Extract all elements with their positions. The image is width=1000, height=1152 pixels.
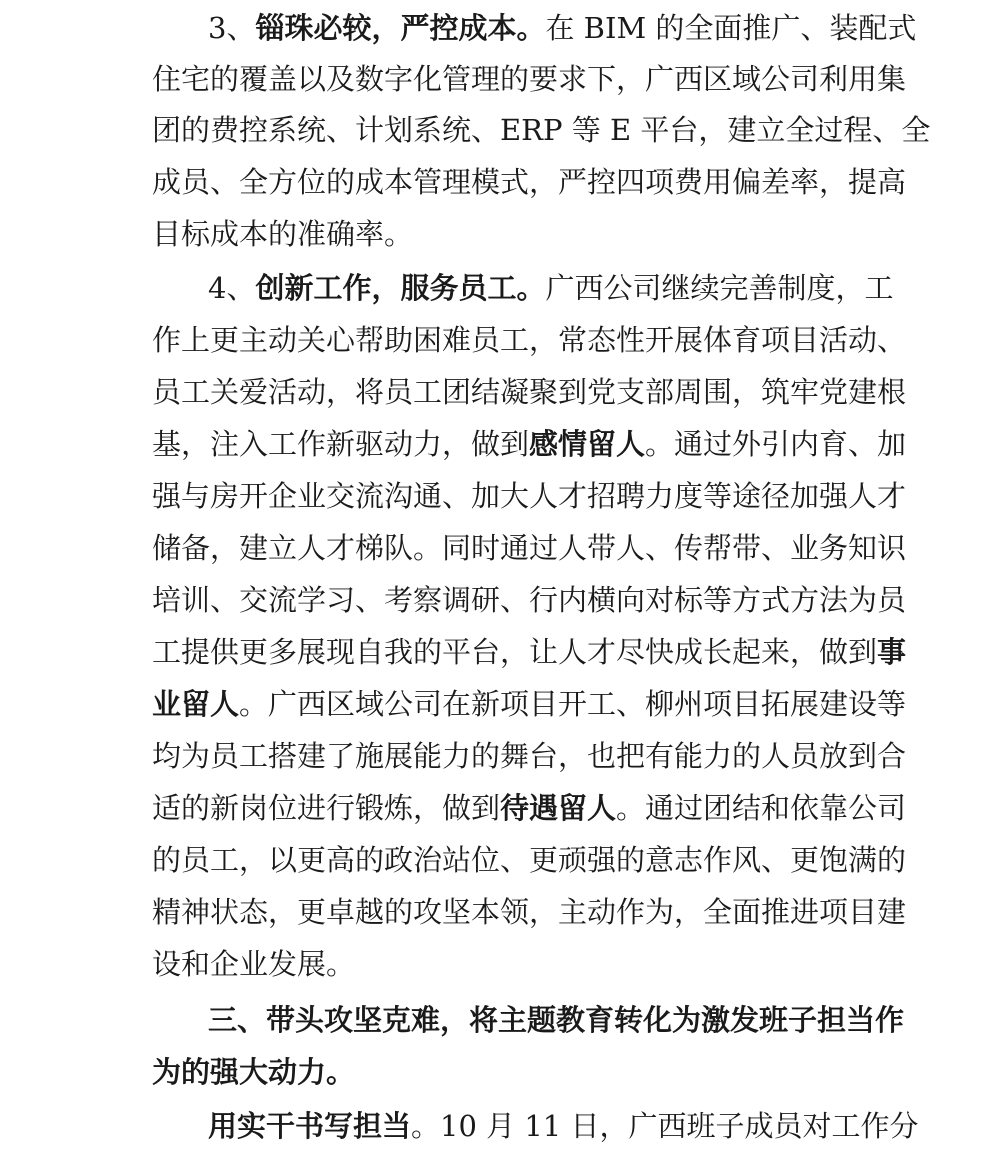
text-line <box>152 574 907 626</box>
text-line <box>208 994 905 1046</box>
text-run: 在 BIM 的全面推广、装配式 <box>545 11 917 45</box>
text-line <box>152 678 907 730</box>
text-line <box>208 262 894 314</box>
text-line <box>152 314 907 366</box>
text-line <box>152 418 907 470</box>
text-run: 。通过团结和依靠公司 <box>616 791 907 825</box>
text-run: 4、 <box>208 271 256 305</box>
text-run: 强与房开企业交流沟通、加大人才招聘力度等途径加强人才 <box>152 479 907 513</box>
text-line <box>152 156 907 208</box>
text-run: 3、 <box>208 11 256 45</box>
text-line <box>152 730 907 782</box>
text-run: 目标成本的准确率。 <box>152 217 414 251</box>
text-run: 。广西区域公司在新项目开工、柳州项目拓展建设等 <box>239 687 907 721</box>
text-line <box>152 470 907 522</box>
text-line <box>152 104 931 156</box>
text-line <box>152 782 907 834</box>
text-line <box>152 886 907 938</box>
bold-text: 为的强大动力。 <box>152 1055 356 1089</box>
text-run: 作上更主动关心帮助困难员工，常态性开展体育项目活动、 <box>152 323 907 357</box>
text-line <box>152 1046 852 1098</box>
text-run: 。10 月 11 日，广西班子成员对工作分 <box>411 1109 919 1143</box>
text-run: 培训、交流学习、考察调研、行内横向对标等方式方法为员 <box>152 583 907 617</box>
text-line <box>152 626 907 678</box>
text-run: 。通过外引内育、加 <box>645 427 907 461</box>
text-line <box>152 522 907 574</box>
text-line <box>152 366 907 418</box>
bold-text: 待遇留人 <box>500 791 617 825</box>
text-run: 的员工，以更高的政治站位、更顽强的意志作风、更饱满的 <box>152 843 907 877</box>
bold-text: 用实干书写担当 <box>208 1109 412 1143</box>
text-line <box>152 834 907 886</box>
text-run: 精神状态，更卓越的攻坚本领，主动作为，全面推进项目建 <box>152 895 907 929</box>
text-run: 员工关爱活动，将员工团结凝聚到党支部周围，筑牢党建根 <box>152 375 907 409</box>
bold-text: 感情留人 <box>529 427 646 461</box>
text-line <box>152 208 852 260</box>
text-run: 广西公司继续完善制度，工 <box>545 271 894 305</box>
text-run: 成员、全方位的成本管理模式，严控四项费用偏差率，提高 <box>152 165 907 199</box>
text-run: 工提供更多展现自我的平台，让人才尽快成长起来，做到 <box>152 635 878 669</box>
text-run: 储备，建立人才梯队。同时通过人带人、传帮带、业务知识 <box>152 531 907 565</box>
text-run: 适的新岗位进行锻炼，做到 <box>152 791 501 825</box>
text-line <box>208 2 917 54</box>
bold-text: 事 <box>877 635 907 669</box>
text-line <box>152 938 852 990</box>
bold-text: 创新工作，服务员工。 <box>255 271 546 305</box>
text-run: 设和企业发展。 <box>152 947 356 981</box>
bold-text: 三、带头攻坚克难，将主题教育转化为激发班子担当作 <box>208 1003 905 1037</box>
text-run: 均为员工搭建了施展能力的舞台，也把有能力的人员放到合 <box>152 739 907 773</box>
bold-text: 锱珠必较，严控成本。 <box>255 11 546 45</box>
text-run: 团的费控系统、计划系统、ERP 等 E 平台，建立全过程、全 <box>152 113 931 147</box>
text-run: 住宅的覆盖以及数字化管理的要求下，广西区域公司利用集 <box>152 62 907 96</box>
text-run: 基，注入工作新驱动力，做到 <box>152 427 530 461</box>
text-line <box>208 1100 919 1152</box>
text-line <box>152 53 907 105</box>
bold-text: 业留人 <box>152 687 240 721</box>
